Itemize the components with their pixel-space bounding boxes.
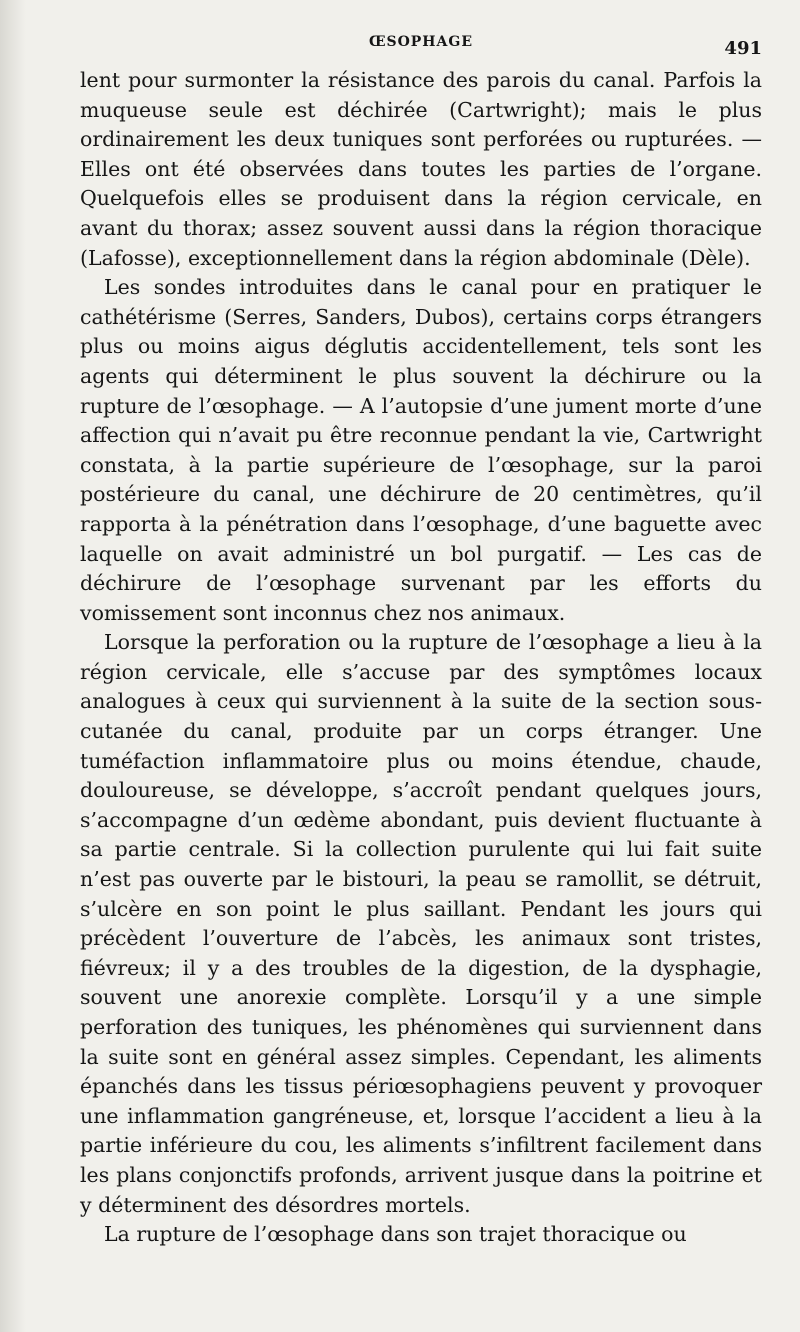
paragraph: Lorsque la perforation ou la rupture de l’œsophage a lieu à la région cervicale, elle s’accuse par des symptômes locaux analogues à ceux qui surviennent à la suite de la section sous-cutanée du canal, produite par un corps étranger. Une tuméfaction inflammatoire plus ou moins étendue, chaude, douloureuse, se développe, s’accroît pendant quelques jours, s’accompagne d’un œdème abondant, puis devient fluctuante à sa partie centrale. Si la collection purulente qui lui fait suite n’est pas ouverte par le bistouri, la peau se ramollit, se détruit, s’ulcère en son point le plus saillant. Pendant les jours qui précèdent l’ouverture de l’abcès, les animaux sont tristes, fiévreux; il y a des troubles de la digestion, de la dysphagie, souvent une anorexie complète. Lorsqu’il y a une simple perforation des tuniques, les phénomènes qui surviennent dans la suite sont en général assez simples. Cependant, les aliments épanchés dans les tissus périœsophagiens peuvent y provoquer une inflammation gangréneuse, et, lorsque l’accident a lieu à la partie inférieure du cou, les aliments s’infiltrent facilement dans les plans conjonctifs profonds, arrivent jusque dans la poitrine et y déterminent des désordres mortels. xyxy=(80,630,762,1217)
paragraph: Les sondes introduites dans le canal pour en pratiquer le cathétérisme (Serres, Sanders, Dubos), certains corps étrangers plus ou moins aigus déglutis accidentellement, tels sont les agents qui déterminent le plus souvent la déchirure ou la rupture de l’œsophage. — A l’autopsie d’une jument morte d’une affection qui n’avait pu être reconnue pendant la vie, Cartwright constata, à la partie supérieure de l’œsophage, sur la paroi postérieure du canal, une déchirure de 20 centimètres, qu’il rapporta à la pénétration dans l’œsophage, d’une baguette avec laquelle on avait administré un bol purgatif. — Les cas de déchirure de l’œsophage survenant par les efforts du vomissement sont inconnus chez nos animaux. xyxy=(80,275,762,625)
binding-gutter xyxy=(0,0,26,1332)
paragraph-continued: lent pour surmonter la résistance des parois du canal. Parfois la muqueuse seule est déchirée (Cartwright); mais le plus ordinairement les deux tuniques sont perforées ou rupturées. — Elles ont été observées dans toutes les parties de l’organe. Quelquefois elles se produisent dans la région cervicale, en avant du thorax; assez souvent aussi dans la région thoracique (Lafosse), exceptionnellement dans la région abdominale (Dèle). xyxy=(80,68,762,270)
page-number: 491 xyxy=(724,38,762,59)
body-text xyxy=(80,66,762,1250)
running-head: ŒSOPHAGE xyxy=(368,34,474,50)
paragraph: La rupture de l’œsophage dans son trajet thoracique ou xyxy=(104,1222,687,1247)
page-header xyxy=(80,30,762,66)
